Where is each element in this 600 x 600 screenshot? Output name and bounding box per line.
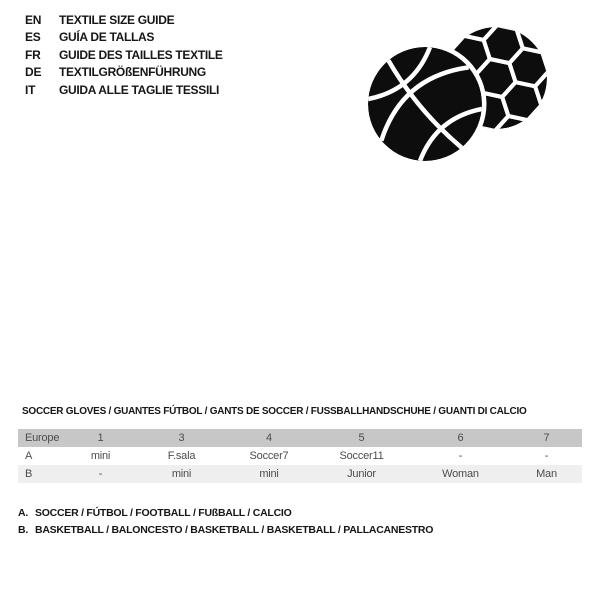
size-cell: Woman [442, 468, 479, 480]
size-cell: F.sala [167, 450, 196, 462]
language-guide-block [25, 12, 223, 99]
table-header-row [18, 429, 582, 447]
language-code: FR [25, 47, 41, 62]
legend-item-soccer [18, 505, 433, 522]
size-cell: Man [536, 468, 557, 480]
legend-block [18, 505, 433, 539]
basketball-and-soccer-ball-icon [355, 8, 565, 173]
header-cell-size: 1 [97, 432, 104, 444]
language-title: TEXTILE SIZE GUIDE [59, 13, 175, 27]
header-cell-size: 4 [266, 432, 272, 444]
legend-letter: B. [18, 523, 29, 536]
size-table-title: SOCCER GLOVES / GUANTES FÚTBOL / GANTS DE SOCCER / FUSSBALLHANDSCHUHE / GUANTI DI CALCIO [22, 406, 527, 417]
language-title: GUÍA DE TALLAS [59, 30, 155, 45]
size-cell: - [544, 450, 549, 462]
header-cell-region: Europe [25, 432, 60, 444]
header-cell-size: 7 [543, 432, 550, 444]
language-code: IT [25, 82, 36, 97]
size-cell: Soccer11 [339, 450, 384, 462]
legend-text: BASKETBALL / BALONCESTO / BASKETBALL / BASKETBALL / PALLACANESTRO [35, 523, 434, 536]
table-row-soccer [18, 447, 582, 465]
language-title: TEXTILGRÖßENFÜHRUNG [59, 65, 206, 80]
language-row-fr [25, 47, 223, 64]
row-label: A [25, 450, 33, 462]
size-cell: mini [259, 468, 279, 480]
language-row-es [25, 29, 223, 46]
language-row-de [25, 64, 223, 81]
header-cell-size: 6 [457, 432, 464, 444]
legend-text: SOCCER / FÚTBOL / FOOTBALL / FUßBALL / CALCIO [35, 507, 292, 519]
language-row-en [25, 12, 223, 29]
table-row-basketball [18, 465, 582, 483]
legend-item-basketball [18, 522, 433, 539]
header-cell-size: 5 [358, 432, 365, 444]
size-cell: mini [90, 450, 111, 462]
size-cell: mini [171, 468, 192, 480]
size-table [18, 429, 582, 483]
size-cell: - [98, 468, 103, 480]
language-title: GUIDE DES TAILLES TEXTILE [59, 47, 223, 62]
size-cell: - [458, 450, 463, 462]
header-cell-size: 3 [178, 432, 185, 444]
language-title: GUIDA ALLE TAGLIE TESSILI [59, 82, 220, 97]
size-cell: Junior [347, 468, 376, 480]
language-code: EN [25, 13, 42, 27]
legend-letter: A. [18, 507, 29, 519]
language-row-it [25, 82, 223, 99]
row-label: B [25, 468, 33, 480]
size-cell: Soccer7 [249, 450, 289, 462]
language-code: ES [25, 30, 41, 45]
language-code: DE [25, 65, 42, 80]
